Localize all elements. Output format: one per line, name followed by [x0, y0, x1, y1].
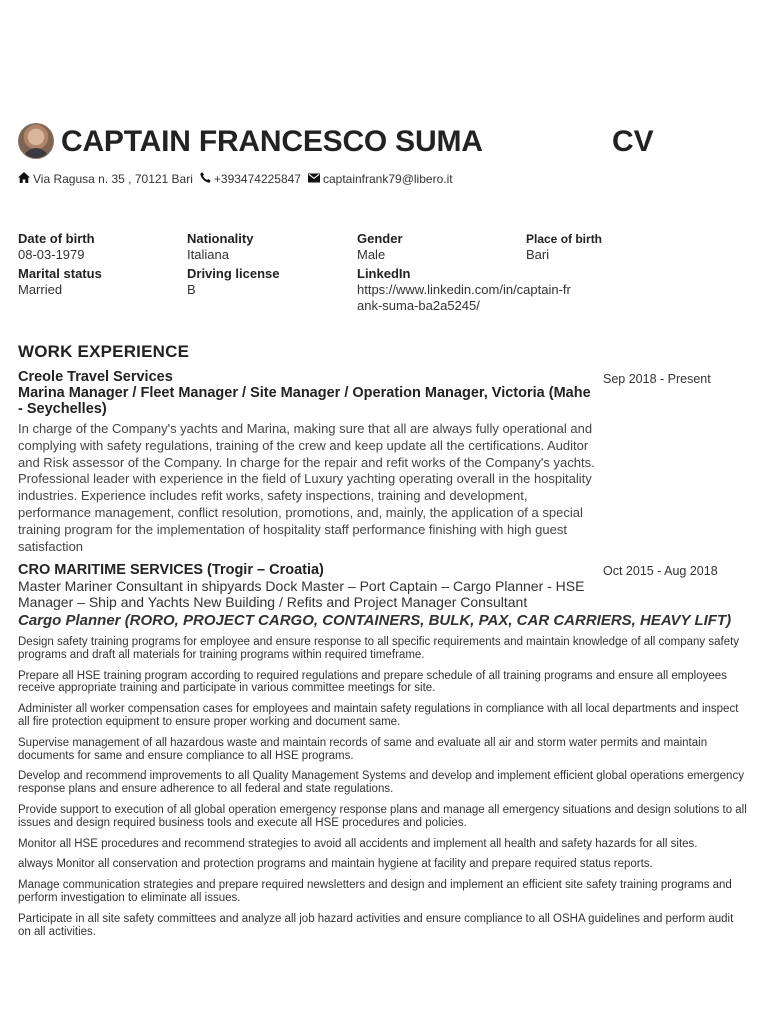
nationality-block	[187, 231, 347, 263]
job-dates: Sep 2018 - Present	[603, 372, 711, 386]
section-title-work: WORK EXPERIENCE	[18, 342, 190, 361]
job-subtitle: Master Mariner Consultant in shipyards Dock Master – Port Captain – Cargo Planner - HSE Manager – Ship and Yachts New Building / Refits and Project Manager Consultant	[18, 578, 585, 610]
contact-line	[18, 172, 460, 186]
pob-label: Place of birth	[526, 232, 603, 246]
license-block	[187, 266, 347, 298]
envelope-icon	[308, 172, 320, 186]
linkedin-block	[357, 266, 571, 314]
job-dates: Oct 2015 - Aug 2018	[603, 564, 718, 578]
gender-value: Male	[357, 247, 386, 262]
license-label: Driving license	[187, 266, 280, 281]
list-item: Provide support to execution of all global operation emergency response plans and manage all emergency situations and design solutions to all issues and design required business tools and execute all HSE procedures and policies.	[18, 803, 747, 829]
gender-block	[357, 231, 517, 263]
dob-block	[18, 231, 178, 263]
phone-icon	[200, 172, 211, 186]
cv-header	[18, 123, 758, 159]
job-entry	[18, 369, 598, 555]
gender-label: Gender	[357, 231, 403, 246]
list-item: Prepare all HSE training program according to required regulations and prepare schedule of all training programs and ensure all employees receive appropriate training and participate in various committee meetings for site.	[18, 669, 727, 695]
dob-label: Date of birth	[18, 231, 95, 246]
job-role: Marina Manager / Fleet Manager / Site Manager / Operation Manager, Victoria (Mahe - Seychelles)	[18, 385, 591, 417]
list-item: Monitor all HSE procedures and recommend strategies to avoid all accidents and implement all health and safety hazards for all sites.	[18, 837, 698, 850]
linkedin-label: LinkedIn	[357, 266, 411, 281]
job-company: Creole Travel Services	[18, 369, 173, 385]
avatar	[18, 123, 54, 159]
email-link[interactable]: captainfrank79@libero.it	[322, 172, 453, 186]
marital-block	[18, 266, 178, 298]
dob-value: 08-03-1979	[18, 247, 85, 262]
job-responsibilities	[18, 636, 748, 946]
document-type: CV	[612, 125, 654, 158]
list-item: Manage communication strategies and prepare required newsletters and design and implement an efficient site safety training programs and perform investigation to eliminate all issues.	[18, 879, 732, 904]
nationality-label: Nationality	[187, 231, 254, 246]
list-item: Supervise management of all hazardous waste and maintain records of same and evaluate all air and storm water permits and maintain documents for same and ensure compliance to all HSE programs.	[18, 736, 708, 762]
list-item: always Monitor all conservation and protection programs and maintain hygiene at facility and prepare required status reports.	[18, 858, 653, 871]
list-item: Develop and recommend improvements to all Quality Management Systems and develop and implement efficient global operations emergency response plans and ensure adherence to all federal and state regulations.	[18, 770, 744, 796]
home-icon	[18, 172, 30, 186]
job-description: In charge of the Company's yachts and Marina, making sure that all are always fully operational and complying with safety regulations, training of the crew and keep update all the certifications. Auditor and Risk assessor of the Company. In charge for the repair and refit works of the Company's yachts. Professional leader with experience in the field of Luxury yachting operating overall in the hospitality industries. Experience includes refit works, safety inspections, training and development, performance management, conflict resolution, promotions, and, mainly, the application of a special training program for the implementation of hospitality staff performance finishing with high guest satisfaction	[18, 421, 595, 554]
list-item: Participate in all site safety committees and analyze all job hazard activities and ensure compliance to all OSHA guidelines and perform audit on all activities.	[18, 912, 734, 938]
person-name: CAPTAIN FRANCESCO SUMA	[61, 125, 483, 158]
phone-number[interactable]: +393474225847	[213, 172, 301, 186]
job-cargo-planner: Cargo Planner (RORO, PROJECT CARGO, CONTAINERS, BULK, PAX, CAR CARRIERS, HEAVY LIFT)	[18, 612, 732, 629]
linkedin-link[interactable]: https://www.linkedin.com/in/captain-frank-suma-ba2a5245/	[357, 282, 571, 313]
job-company: CRO MARITIME SERVICES (Trogir – Croatia)	[18, 562, 324, 578]
address: Via Ragusa n. 35 , 70121 Bari	[33, 172, 193, 186]
pob-block	[526, 231, 706, 263]
marital-value: Married	[18, 282, 63, 297]
list-item: Administer all worker compensation cases for employees and maintain safety regulations in compliance with all local departments and inspect all fire protection equipment to ensure proper working and document same.	[18, 703, 739, 728]
list-item: Design safety training programs for employee and ensure response to all specific requirements and maintain knowledge of all company safety programs and draft all materials for training programs within required timeframe.	[18, 636, 740, 661]
pob-value: Bari	[526, 247, 550, 262]
nationality-value: Italiana	[187, 247, 229, 262]
license-value: B	[187, 282, 196, 297]
marital-label: Marital status	[18, 266, 102, 281]
